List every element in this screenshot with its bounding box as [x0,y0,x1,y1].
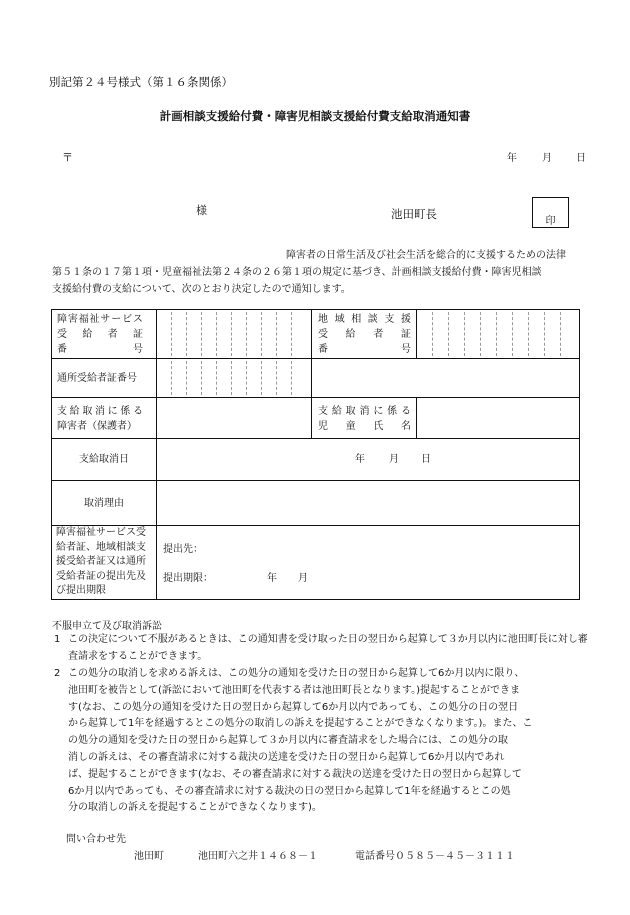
digit-divider [216,312,217,356]
item-line: 6か月以内であっても、その審査請求に対する裁決の日の翌日から起算して1年を経過するとこの処 [68,785,511,797]
intro-line-3: 支援給付費の支給について、次のとおり決定したので通知します。 [52,284,351,295]
label-line: 番 号 [318,344,411,355]
row-divider [52,480,579,481]
digit-divider [276,312,277,356]
digit-divider [512,312,513,356]
label-line: 給者証、地域相談支 [56,541,146,553]
digit-divider [261,361,262,395]
label-line: 障害者（保護者） [57,421,137,432]
digit-divider [246,361,247,395]
item-number: 2 [54,668,61,679]
label-cancel-date: 支給取消日 [79,454,129,465]
submission-destination: 提出先： [163,544,203,555]
row-divider [52,397,579,398]
digit-divider [201,312,202,356]
contact-heading: 問い合わせ先 [66,834,126,845]
digit-divider [276,361,277,395]
contact-town: 池田町 [134,851,164,862]
digit-divider [171,312,172,356]
date-day: 日 [576,153,586,164]
digit-divider [231,361,232,395]
label-line: 支 給 取 消 に 係 る [318,406,411,417]
digit-divider [291,312,292,356]
deadline-month: 月 [298,573,308,584]
label-line: 地 域 相 談 支 援 [318,314,411,325]
label-line: 障害福祉サービス受 [56,527,146,538]
item-line: ば、提起することができます(なお、その審査請求に対する裁決の送達を受けた日の翌日から起算して [68,768,522,780]
item-number: 1 [54,634,61,645]
label-line: 児 童 氏 名 [318,421,411,432]
label-commuting-cert-number: 通所受給者証番号 [57,373,137,384]
contact-address: 池田町六之井１４６８－１ [198,851,318,862]
contact-phone: 電話番号０５８５－４５－３１１１ [355,851,515,862]
deadline-year: 年 [267,573,277,584]
digit-divider [291,361,292,395]
digit-divider [480,312,481,356]
submission-deadline: 提出期限： [163,573,213,584]
date-month: 月 [542,153,552,164]
label-submission [56,526,146,599]
label-regional-cert-number [318,312,411,357]
digit-divider [201,361,202,395]
digit-divider [261,312,262,356]
digit-divider [171,361,172,395]
digit-divider [186,312,187,356]
digit-divider [186,361,187,395]
label-service-cert-number [57,312,143,357]
appeal-heading: 不服申立て及び取消訴訟 [52,621,162,632]
label-cancel-reason: 取消理由 [84,498,124,509]
item-line: 分の取消しの訴えを提起することができなくなります)。 [68,802,322,814]
digit-divider [560,312,561,356]
label-line: 番 号 [57,344,143,355]
digit-divider [448,312,449,356]
seal-box [532,197,569,228]
item-line: この決定について不服があるときは、この通知書を受け取った日の翌日から起算して３か月以内に池田町長に対し審 [68,634,588,645]
label-line: 受 給 者 証 [57,329,143,340]
item-line: 池田町を被告として(訴訟において池田町を代表する者は池田町長となります。)提起することができま [68,684,521,696]
item-line: す(なお、この処分の通知を受けた日の翌日から起算して6か月以内であっても、この処分の日の翌日 [68,701,519,713]
cancel-date-day: 日 [421,454,431,465]
date-year: 年 [507,153,517,164]
digit-divider [432,312,433,356]
addressee-suffix: 様 [196,204,207,217]
item-line: 消しの訴えは、その審査請求に対する裁決の送達を受けた日の翌日から起算して6か月以内であれ [68,751,505,763]
col-divider [416,398,417,439]
issuer-name: 池田町長 [391,207,437,221]
label-line: 受 給 者 証 [318,329,411,340]
item-line: から起算して1年を経過するとこの処分の取消しの訴えを提起することができなくなります。)。また、こ [68,718,533,730]
label-line: 援受給者証又は通所 [56,556,146,567]
col-divider [311,310,312,439]
label-line: び提出期限 [56,585,106,596]
digit-divider [464,312,465,356]
col-divider [156,310,157,599]
intro-line-2: 第５１条の１７第１項・児童福祉法第２４条の２６第１項の規定に基づき、計画相談支援給付費・障害児相談 [52,267,542,278]
item-line: の処分の通知を受けた日の翌日から起算して３か月以内に審査請求をした場合には、この処分の取 [68,735,508,747]
label-line: 受給者証の提出先及 [56,570,146,582]
col-divider [416,310,417,359]
seal-label: 印 [545,216,556,227]
cancel-date-month: 月 [389,454,399,465]
cancellation-table [51,309,580,600]
digit-divider [246,312,247,356]
digit-divider [496,312,497,356]
digit-divider [528,312,529,356]
row-divider [52,438,579,439]
digit-divider [216,361,217,395]
digit-divider [544,312,545,356]
item-line: 査請求をすることができます。 [68,650,208,662]
form-reference: 別記第２４号様式（第１６条関係） [49,75,233,89]
intro-line-1: 障害者の日常生活及び社会生活を総合的に支援するための法律 [286,250,566,261]
digit-divider [231,312,232,356]
cancel-date-year: 年 [355,454,365,465]
label-cancel-person [57,404,143,434]
postal-mark: 〒 [62,151,73,164]
document-title: 計画相談支援給付費・障害児相談支援給付費支給取消通知書 [159,109,471,123]
row-divider [52,358,579,359]
item-line: この処分の取消しを求める訴えは、この処分の通知を受けた日の翌日から起算して6か月以内に限り、 [68,668,525,679]
label-line: 支 給 取 消 に 係 る [57,406,143,417]
label-line: 障 害 福 祉 サ ー ビ ス [57,314,143,325]
label-child-name [318,404,411,434]
